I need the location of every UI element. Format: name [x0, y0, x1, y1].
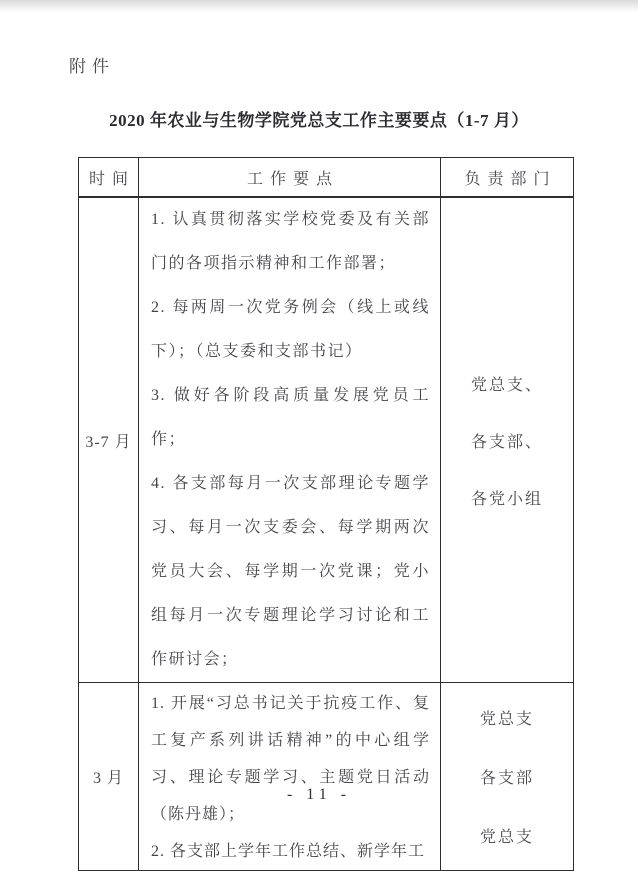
- work-item: 2. 每两周一次党务例会（线上或线下）；（总支委和支部书记）: [151, 299, 430, 360]
- work-item: 3. 做好各阶段高质量发展党员工作；: [151, 387, 430, 448]
- table-row: [79, 197, 574, 683]
- work-points-cell: [139, 683, 441, 871]
- header-work-points: 工作要点: [139, 158, 441, 198]
- department-entry: 各党小组: [470, 490, 543, 508]
- table-header-row: [79, 158, 574, 198]
- department-entry: 党总支、: [470, 376, 543, 394]
- department-entry: 党总支: [479, 711, 534, 728]
- work-item: 4. 各支部每月一次支部理论专题学习、每月一次支委会、每学期两次党员大会、每学期一次党课；党小组每月一次专题理论学习讨论和工作研讨会；: [151, 475, 430, 668]
- department-entry: 各支部: [479, 770, 534, 787]
- department-entry: 党总支: [479, 829, 534, 846]
- header-department: 负责部门: [441, 158, 574, 198]
- header-time: 时间: [79, 158, 139, 198]
- page-number: - 11 -: [286, 786, 352, 803]
- time-cell: 3-7 月: [79, 197, 139, 683]
- table-row: [79, 683, 574, 871]
- attachment-label: 附件: [69, 57, 115, 76]
- department-cell: [441, 683, 574, 871]
- department-entry: 各支部、: [470, 433, 543, 451]
- page-title: 2020 年农业与生物学院党总支工作主要要点（1-7 月）: [109, 111, 529, 130]
- scan-edge-shading: [0, 0, 638, 12]
- work-item: 2. 各支部上学年工作总结、新学年工: [151, 843, 426, 860]
- time-cell: 3 月: [79, 683, 139, 871]
- work-points-cell: [139, 197, 441, 683]
- department-cell: [441, 197, 574, 683]
- work-item: 1. 认真贯彻落实学校党委及有关部门的各项指示精神和工作部署；: [151, 211, 430, 272]
- work-points-table: [78, 157, 574, 871]
- work-item: 1. 开展“习总书记关于抗疫工作、复工复产系列讲话精神”的中心组学习、理论专题学习、主题党日活动（陈丹雄）；: [151, 695, 430, 823]
